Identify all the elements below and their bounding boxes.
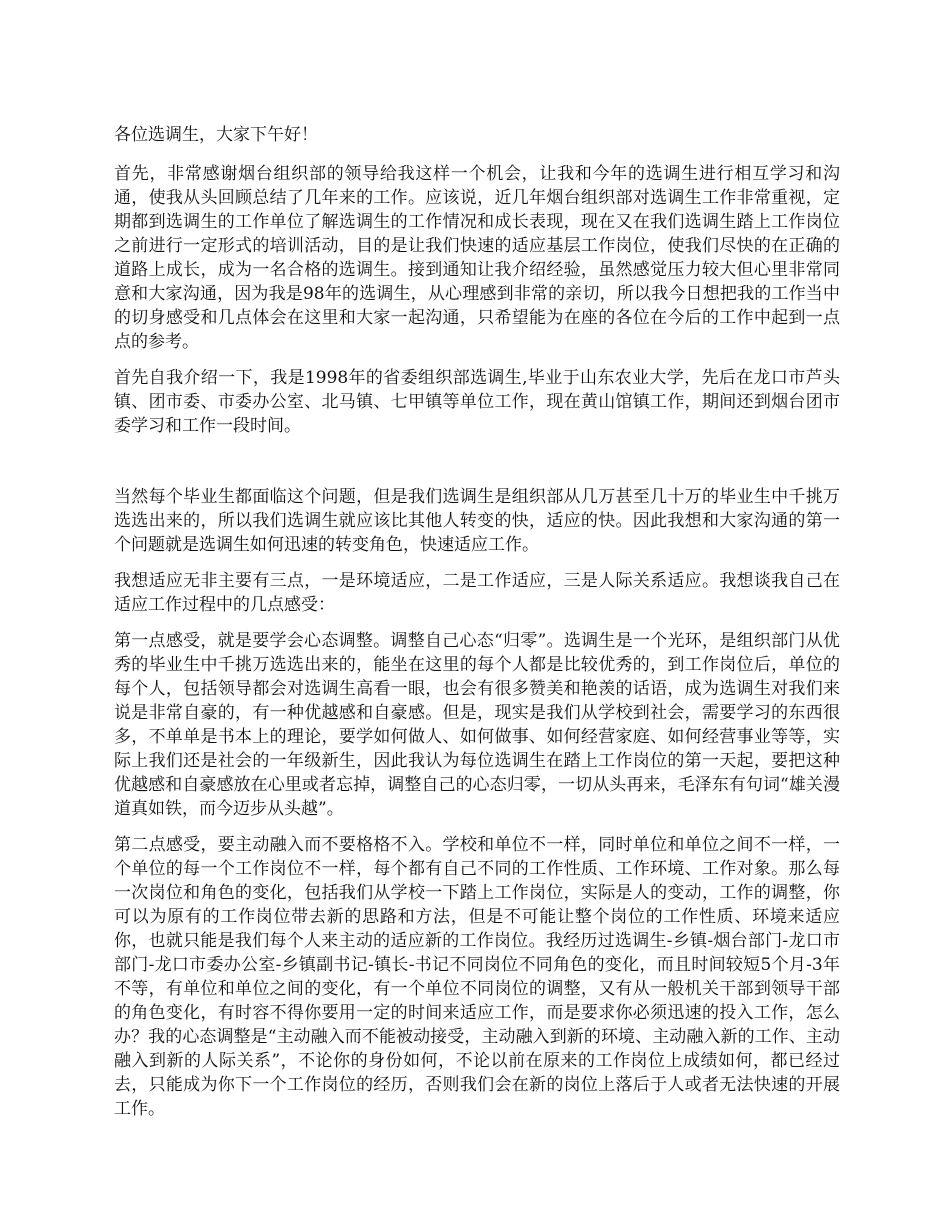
paragraph-three-adaptations: 我想适应无非主要有三点，一是环境适应，二是工作适应，三是人际关系适应。我想谈我自己在适应工作过程中的几点感受： bbox=[114, 571, 840, 615]
blank-gap bbox=[114, 450, 840, 485]
paragraph-role-change: 当然每个毕业生都面临这个问题，但是我们选调生是组织部从几万甚至几十万的毕业生中千挑万选选出来的，所以我们选调生就应该比其他人转变的快，适应的快。因此我想和大家沟通的第一个问题就是选调生如何迅速的转变角色，快速适应工作。 bbox=[114, 487, 840, 555]
greeting-line: 各位选调生，大家下午好！ bbox=[114, 125, 318, 145]
paragraph-self-introduction: 首先自我介绍一下，我是1998年的省委组织部选调生,毕业于山东农业大学，先后在龙口市芦头镇、团市委、市委办公室、北马镇、七甲镇等单位工作，现在黄山馆镇工作，期间还到烟台团市委学习和工作一段时间。 bbox=[114, 368, 840, 436]
document-body bbox=[114, 123, 840, 1133]
paragraph-first-insight: 第一点感受，就是要学会心态调整。调整自己心态“归零”。选调生是一个光环，是组织部门从优秀的毕业生中千挑万选选出来的，能坐在这里的每个人都是比较优秀的，到工作岗位后，单位的每个人，包括领导都会对选调生高看一眼，也会有很多赞美和艳羡的话语，成为选调生对我们来说是非常自豪的，有一种优越感和自豪感。但是，现实是我们从学校到社会，需要学习的东西很多，不单单是书本上的理论，要学如何做人、如何做事、如何经营家庭、如何经营事业等等，实际上我们还是社会的一年级新生，因此我认为每位选调生在踏上工作岗位的第一天起，要把这种优越感和自豪感放在心里或者忘掉，调整自己的心态归零，一切从头再来，毛泽东有句词“雄关漫道真如铁，而今迈步从头越”。 bbox=[114, 631, 840, 819]
paragraph-second-insight: 第二点感受，要主动融入而不要格格不入。学校和单位不一样，同时单位和单位之间不一样，一个单位的每一个工作岗位不一样，每个都有自己不同的工作性质、工作环境、工作对象。那么每一次岗位和角色的变化，包括我们从学校一下踏上工作岗位，实际是人的变动，工作的调整，你可以为原有的工作岗位带去新的思路和方法，但是不可能让整个岗位的工作性质、环境来适应你，也就只能是我们每个人来主动的适应新的工作岗位。我经历过选调生-乡镇-烟台部门-龙口市部门-龙口市委办公室-乡镇副书记-镇长-书记不同岗位不同角色的变化，而且时间较短5个月-3年不等，有单位和单位之间的变化，有一个单位不同岗位的调整，又有从一般机关干部到领导干部的角色变化，有时容不得你要用一定的时间来适应工作，而是要求你必须迅速的投入工作，怎么办？我的心态调整是“主动融入而不能被动接受，主动融入到新的环境、主动融入新的工作、主动融入到新的人际关系”，不论你的身份如何，不论以前在原来的工作岗位上成绩如何，都已经过去，只能成为你下一个工作岗位的经历，否则我们会在新的岗位上落后于人或者无法快速的开展工作。 bbox=[114, 835, 840, 1119]
paragraph-thanks: 首先，非常感谢烟台组织部的领导给我这样一个机会，让我和今年的选调生进行相互学习和沟通，使我从头回顾总结了几年来的工作。应该说，近几年烟台组织部对选调生工作非常重视，定期都到选调生的工作单位了解选调生的工作情况和成长表现，现在又在我们选调生踏上工作岗位之前进行一定形式的培训活动，目的是让我们快速的适应基层工作岗位，使我们尽快的在正确的道路上成长，成为一名合格的选调生。接到通知让我介绍经验，虽然感觉压力较大但心里非常同意和大家沟通，因为我是98年的选调生，从心理感到非常的亲切，所以我今日想把我的工作当中的切身感受和几点体会在这里和大家一起沟通，只希望能为在座的各位在今后的工作中起到一点点的参考。 bbox=[114, 164, 840, 352]
